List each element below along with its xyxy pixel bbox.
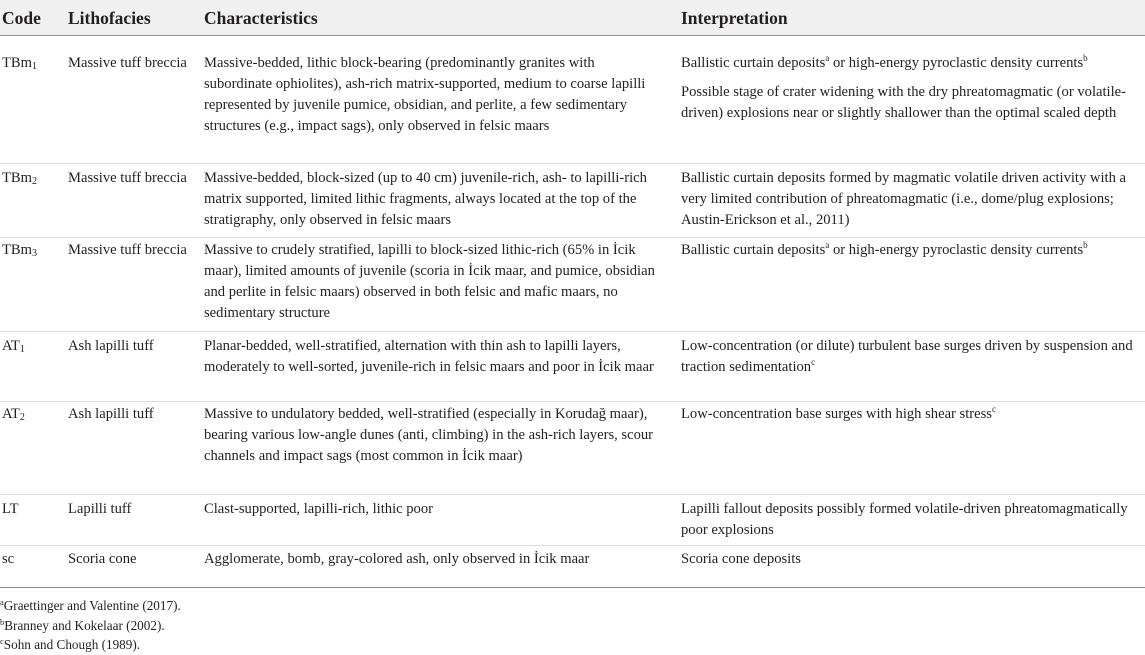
interpretation-cell: Lapilli fallout deposits possibly formed volatile-driven phreatomagmatically poor explosions <box>681 501 1128 538</box>
lithofacies-cell: Ash lapilli tuff <box>68 338 154 354</box>
code-subscript: 3 <box>32 248 37 259</box>
footnote <box>0 617 165 634</box>
table-row <box>0 36 1145 164</box>
code-cell <box>2 168 64 189</box>
code-cell: LT <box>2 501 19 517</box>
code-text: TBm <box>2 55 32 71</box>
interpretation-cell <box>681 336 1143 378</box>
interpretation-text: Ballistic curtain deposits <box>681 242 826 258</box>
footnote-text: Graettinger and Valentine (2017). <box>3 598 181 613</box>
interpretation-cell <box>681 240 1143 261</box>
characteristics-cell: Clast-supported, lapilli-rich, lithic poor <box>204 501 433 517</box>
interpretation-text: or high-energy pyroclastic density currents <box>829 55 1084 71</box>
code-cell <box>2 240 64 261</box>
footnote-ref: c <box>992 404 996 414</box>
code-cell <box>2 404 64 425</box>
table-row <box>0 332 1145 402</box>
code-subscript: 2 <box>32 176 37 187</box>
table-bottom-rule <box>0 587 1145 588</box>
lithofacies-cell: Massive tuff breccia <box>68 242 187 258</box>
lithofacies-cell: Ash lapilli tuff <box>68 406 154 422</box>
code-text: TBm <box>2 170 32 186</box>
interpretation-paragraph <box>681 53 1143 74</box>
code-cell <box>2 53 64 74</box>
interpretation-text: or high-energy pyroclastic density currents <box>829 242 1084 258</box>
lithofacies-cell: Scoria cone <box>68 551 137 567</box>
footnote-ref: b <box>1083 240 1088 250</box>
lithofacies-cell: Lapilli tuff <box>68 501 132 517</box>
interpretation-text: Low-concentration base surges with high shear stress <box>681 406 992 422</box>
footnote-text: Branney and Kokelaar (2002). <box>4 618 165 633</box>
footnote-ref: a <box>825 240 830 250</box>
code-text: AT <box>2 406 20 422</box>
interpretation-cell: Scoria cone deposits <box>681 551 801 567</box>
code-text: AT <box>2 338 20 354</box>
footnote <box>0 597 181 614</box>
table-row <box>0 546 1145 586</box>
code-subscript: 2 <box>19 412 25 423</box>
footnote-mark: c <box>0 636 4 646</box>
table-row <box>0 238 1145 332</box>
table-row <box>0 164 1145 238</box>
header-lithofacies: Lithofacies <box>68 8 151 28</box>
interpretation-cell <box>681 404 1143 425</box>
lithofacies-cell: Massive tuff breccia <box>68 170 187 186</box>
interpretation-cell: Ballistic curtain deposits formed by magmatic volatile driven activity with a very limited contribution of phreatomagmatic (i.e., dome/plug explosions; Austin-Erickson et al., 2011) <box>681 170 1126 228</box>
footnote <box>0 636 140 653</box>
characteristics-cell: Planar-bedded, well-stratified, alternation with thin ash to lapilli layers, moderately to well-sorted, juvenile-rich in felsic maars and poor in İcik maar <box>204 338 654 375</box>
header-code: Code <box>2 8 41 28</box>
footnote-text: Sohn and Chough (1989). <box>3 637 141 652</box>
code-cell: sc <box>2 551 15 567</box>
footnote-mark: a <box>0 597 4 607</box>
code-text: TBm <box>2 242 32 258</box>
characteristics-cell: Massive-bedded, lithic block-bearing (predominantly granites with subordinate ophiolites), ash-rich matrix-supported, medium to coarse lapilli represented by juvenile pumice, obsidian, and perlite, a few sedimentary structures (e.g., impact sags), only observed in felsic maars <box>204 55 646 134</box>
characteristics-cell: Massive-bedded, block-sized (up to 40 cm) juvenile-rich, ash- to lapilli-rich matrix supported, limited lithic fragments, always located at the top of the stratigraphy, only observed in felsic maars <box>204 170 647 228</box>
interpretation-paragraph: Possible stage of crater widening with the dry phreatomagmatic (or volatile-driven) explosions near or slightly shallower than the optimal scaled depth <box>681 84 1126 121</box>
characteristics-cell: Massive to undulatory bedded, well-stratified (especially in Korudağ maar), bearing various low-angle dunes (anti, climbing) in the ash-rich layers, scour channels and impact sags (most common in İcik maar) <box>204 406 654 464</box>
code-cell <box>2 336 64 357</box>
table-row <box>0 495 1145 546</box>
table-header <box>0 0 1145 36</box>
footnote-mark: b <box>0 617 5 627</box>
table-row <box>0 402 1145 495</box>
footnote-ref: b <box>1083 53 1088 63</box>
code-subscript: 1 <box>19 344 25 355</box>
header-interpretation: Interpretation <box>681 8 788 28</box>
code-subscript: 1 <box>32 61 37 72</box>
interpretation-text: Low-concentration (or dilute) turbulent base surges driven by suspension and traction sedimentation <box>681 338 1133 375</box>
characteristics-cell: Agglomerate, bomb, gray-colored ash, only observed in İcik maar <box>204 551 590 567</box>
lithofacies-cell: Massive tuff breccia <box>68 55 187 71</box>
characteristics-cell: Massive to crudely stratified, lapilli to block-sized lithic-rich (65% in İcik maar), limited amounts of juvenile (scoria in İcik maar, and pumice, obsidian and perlite in felsic maars) observed in both felsic and mafic maars, no sedimentary structure <box>204 242 655 321</box>
header-characteristics: Characteristics <box>204 8 318 28</box>
interpretation-text: Ballistic curtain deposits <box>681 55 826 71</box>
footnote-ref: c <box>811 357 816 367</box>
interpretation-cell <box>681 53 1143 124</box>
footnote-ref: a <box>825 53 830 63</box>
